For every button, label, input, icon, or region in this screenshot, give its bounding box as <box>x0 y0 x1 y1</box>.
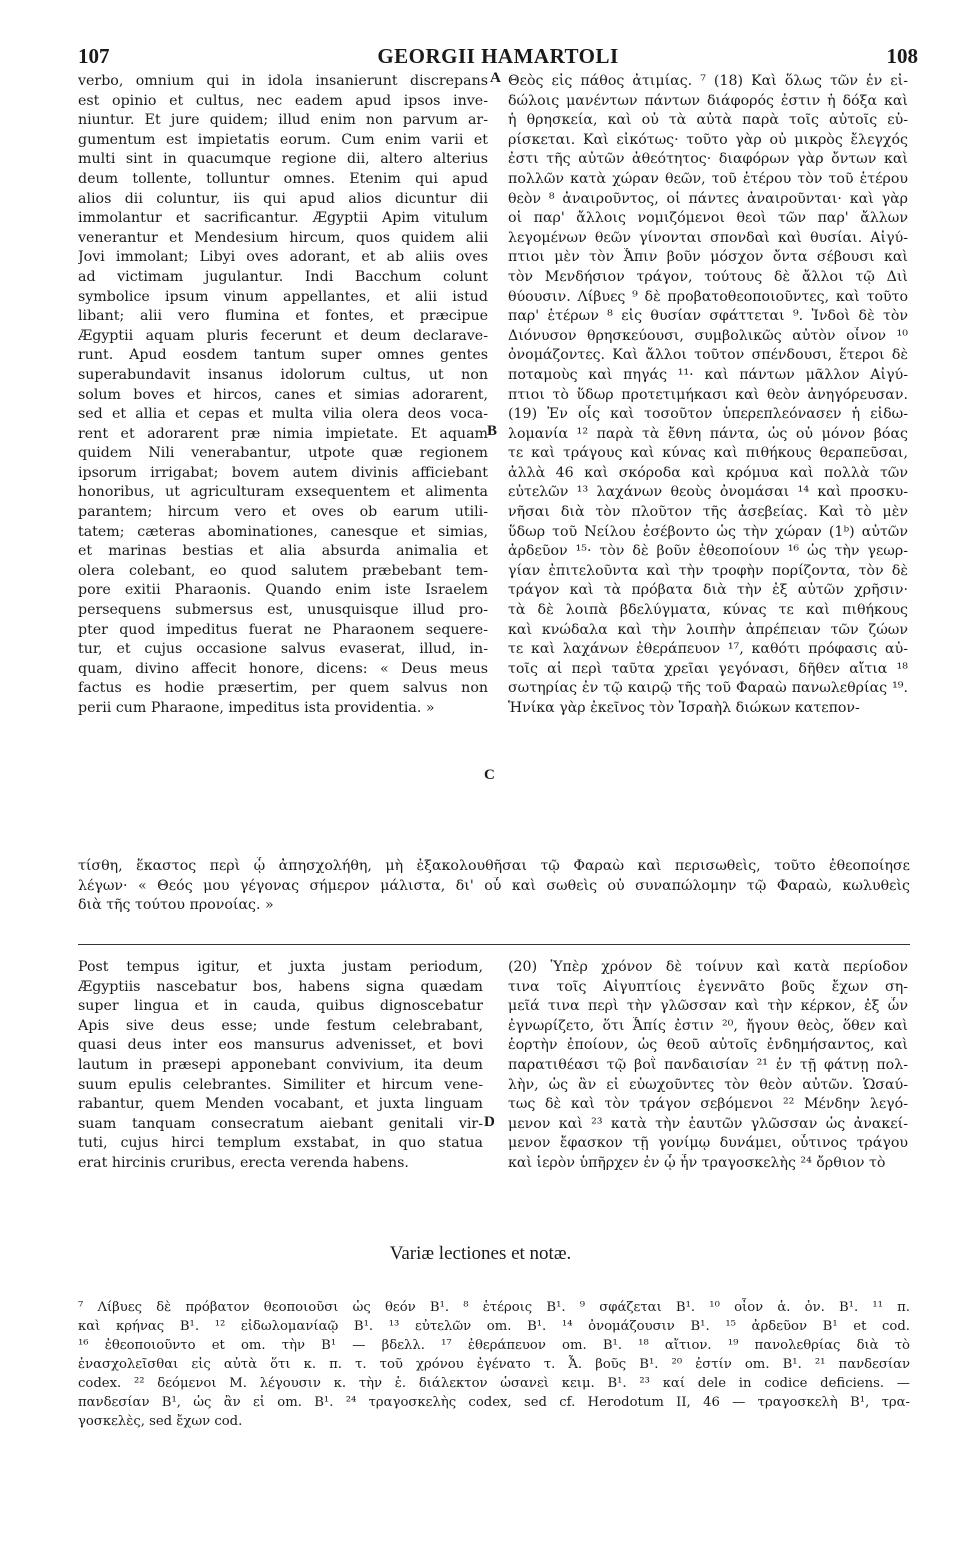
text-line: ἐνασχολεῖσθαι εἰς αὐτὰ ὅτι κ. π. τ. τοῦ χρόνου ἐγένατο τ. Ἆ. βοῦς B¹. ²⁰ ἐστίν om. B¹. ²¹ πανδεσίαν <box>78 1357 910 1372</box>
text-line: multi sint in quacumque regione dii, altero alterius <box>78 151 488 168</box>
margin-marker-d: D <box>484 1114 495 1130</box>
margin-marker-b: B <box>487 423 498 439</box>
text-line: Post tempus igitur, et juxta justam periodum, <box>78 959 483 975</box>
latin-column-top <box>78 72 488 719</box>
text-line: Apis sive deus esse; unde festum celebrabant, <box>78 1017 483 1034</box>
text-line: ἀλλὰ 46 καὶ σκόροδα καὶ κρόμυα καὶ πολλὰ τῶν <box>508 464 908 481</box>
text-line: olera colebant, eo quod salutem præbebant tem- <box>78 562 488 579</box>
text-line: persequens submersus est, unusquisque illud pro- <box>78 602 488 619</box>
text-line: τὰ δὲ λοιπὰ βδελύγματα, κύνας τε καὶ πιθήκους <box>508 602 908 619</box>
text-line: honoribus, ut agriculturam exsequentem et alimenta <box>78 484 488 501</box>
text-line: super lingua et in cauda, quibus dignoscebatur <box>78 998 483 1015</box>
margin-marker-c: C <box>484 767 495 783</box>
text-line: θύουσιν. Λίβυες ⁹ δὲ προβατοθεοποιοῦντες, καὶ τοῦτο <box>508 288 908 305</box>
text-line: καὶ ἱερὸν ὑπῆρχεν ἐν ᾧ ἦν τραγοσκελὴς ²⁴ ὄρθιον τὸ <box>508 1154 886 1171</box>
greek-column-top <box>508 72 908 719</box>
text-line: τε καὶ τράγους καὶ κύνας καὶ πιθήκους θεραπεῦσαι, <box>508 445 908 462</box>
text-line: codex. ²² δεόμενοι M. λέγουσιν κ. τὴν ἑ. διάλεκτον ὡσανεὶ κειμ. B¹. ²³ καί dele in codice deficiens. — <box>78 1376 910 1391</box>
text-line: ποταμοὺς καὶ πηγάς ¹¹· καὶ πάντων μᾶλλον Αἰγύ- <box>508 366 908 383</box>
greek-column-bottom <box>508 958 908 1174</box>
text-line: immolantur et sacrificantur. Ægyptii Apim vitulum <box>78 210 488 227</box>
text-line: τράγον καὶ τὰ πρόβατα διὰ τὴν ἐξ αὐτῶν χρῆσιν· <box>508 582 908 599</box>
text-line: runt. Apud eosdem tantum super omnes gentes <box>78 347 488 364</box>
text-line: alios dii coluntur, iis qui apud alios dicuntur dii <box>78 190 488 207</box>
text-line: λεγομένων θεῶν γίνονται σπονδαὶ καὶ θυσίαι. Αἰγύ- <box>508 229 908 246</box>
text-line: πολλῶν κατὰ χώραν θεῶν, τοῦ ἑτέρου τὸν τοῦ ἑτέρου <box>508 170 908 187</box>
text-line: et marinas bestias et alia absurda animalia et <box>78 543 488 560</box>
text-line: rabantur, quem Menden vocabant, et juxta linguam <box>78 1096 483 1113</box>
text-line: parantem; hircum vero et oves ob earum utili- <box>78 504 488 521</box>
text-line: tur, et cujus occasione salvus evaserat, illud, in- <box>78 641 488 658</box>
text-line: ὕδωρ τοῦ Νείλου ἐσέβοντο ὡς τὴν χώραν (1ᵇ) αὐτῶν <box>508 523 908 540</box>
text-line: διὰ τῆς τούτου προνοίας. » <box>78 897 274 914</box>
page-number-right: 108 <box>886 44 918 68</box>
text-line: Ægyptiis nascebatur bos, habens signa quædam <box>78 978 483 995</box>
text-line: ὀνομάζοντες. Καὶ ἄλλοι τοῦτον σπένδουσι, ἕτεροι δὲ <box>508 347 908 364</box>
text-line: γοσκελὲς, sed ἔχων cod. <box>78 1414 243 1429</box>
text-line: λέγων· « Θεός μου γέγονας σήμερον μάλιστα, δι' οὗ καὶ σωθεὶς οὐ συναπώλομην τῷ Φαραὼ, κωλυθεὶς <box>78 877 910 894</box>
text-line: εὐτελῶν ¹³ λαχάνων θεοὺς ὀνομάσαι ¹⁴ καὶ προσκυ- <box>508 484 908 501</box>
text-line: suum epulis celebrantes. Similiter et hircum vene- <box>78 1076 483 1093</box>
text-line: tatem; cæteras abominationes, canesque et simias, <box>78 523 488 540</box>
text-line: ¹⁶ ἐθεοποιοῦντο et om. τὴν B¹ — βδελλ. ¹⁷ ἐθεράπευον om. B¹. ¹⁸ αἴτιον. ¹⁹ πανολεθρίας διὰ τὸ <box>78 1338 910 1353</box>
text-line: πανδεσίαν B¹, ὡς ἂν εἰ om. B¹. ²⁴ τραγοσκελὴς codex, sed cf. Herodotum II, 46 — τραγοσκελὴ B¹, τρα- <box>78 1395 910 1410</box>
text-line: ἐγνωρίζετο, ὅτι Ἆπίς ἐστιν ²⁰, ἤγουν θεὸς, ὅθεν καὶ <box>508 1017 908 1034</box>
text-line: gumentum est impietatis eorum. Cum enim varii et <box>78 131 488 148</box>
text-line: ἐστι τῆς αὐτῶν ἀθεότητος· διαφόρων γὰρ ὄντων καὶ <box>508 151 908 168</box>
text-line: λομανία ¹² παρὰ τὰ ἔθνη πάντα, ὡς οὐ μόνον βόας <box>508 425 908 442</box>
text-line: libant; alii vero flumina et fontes, et præcipue <box>78 308 488 325</box>
text-line: ἑορτὴν ἐποίουν, ὡς θεοῦ αὐτοῖς ἐνδημήσαντος, καὶ <box>508 1037 908 1054</box>
text-line: factus es hodie præsertim, per quem salvus non <box>78 680 488 697</box>
text-line: lautum in præsepi apponebant convivium, ita deum <box>78 1056 483 1073</box>
text-line: τίσθη, ἕκαστος περὶ ᾧ ἀπησχολήθη, μὴ ἐξακολουθῆσαι τῷ Φαραὼ καὶ περισωθεὶς, τοῦτο ἐθεοποίησε <box>78 858 910 874</box>
text-line: niuntur. Et jure quidem; illud enim non parvum ar- <box>78 112 488 129</box>
text-line: Jovi immolant; Libyi oves adorant, et ab aliis oves <box>78 249 488 266</box>
text-line: λὴν, ὡς ἂν εἰ εὐωχοῦντες τὸν θεὸν αὐτῶν. Ὡσαύ- <box>508 1076 908 1093</box>
margin-marker-a: A <box>490 70 501 86</box>
text-line: (19) Ἐν οἷς καὶ τοσοῦτον ὑπερεπλεόνασεν ἡ εἰδω- <box>508 406 908 423</box>
text-line: τοῖς αἱ περὶ ταῦτα χρεῖαι γεγόνασι, δῆθεν αἴτια ¹⁸ <box>508 660 908 677</box>
text-line: δώλοις μανέντων πάντων διάφορός ἐστιν ἡ δόξα καὶ <box>508 92 908 109</box>
text-line: παρατιθέασι τῷ βοῒ πανδαισίαν ²¹ ἐν τῇ φάτνῃ πολ- <box>508 1056 908 1073</box>
text-line: perii cum Pharaone, impeditus ista providentia. » <box>78 700 435 716</box>
page-number-left: 107 <box>78 44 110 68</box>
text-line: rent et adorarent præ nimia impietate. Et aquam <box>78 425 488 442</box>
latin-column-bottom <box>78 958 483 1174</box>
variant-readings-notes <box>78 1298 910 1431</box>
text-line: οἱ παρ' ἄλλοις νομιζόμενοι θεοὶ τῶν παρ' ἄλλων <box>508 210 908 227</box>
text-line: τως δὲ καὶ τὸν τράγον σεβόμενοι ²² Μένδην λεγό- <box>508 1096 908 1113</box>
text-line: sed et allia et cepas et multa vilia olera deos voca- <box>78 406 488 423</box>
text-line: Ἡνίκα γὰρ ἐκεῖνος τὸν Ἰσραὴλ διώκων κατεπον- <box>508 700 860 716</box>
text-line: τε καὶ λαχάνων ἐθεράπευον ¹⁷, καθότι πρόφασις αὐ- <box>508 641 908 658</box>
text-line: πτιοι μὲν τὸν Ἆπιν βοῦν μόσχον ὄντα σέβουσι καὶ <box>508 249 908 266</box>
text-line: ἀρδεῦον ¹⁵· τὸν δὲ βοῦν ἐθεοποίουν ¹⁶ ὡς τὴν γεωρ- <box>508 543 908 560</box>
text-line: τὸν Μενδήσιον τράγον, τούτους δὲ ἄλλοι τῷ Διὶ <box>508 268 908 285</box>
text-line: Διόνυσον θρησκεύουσι, συμβολικῶς αὐτὸν οἶνον ¹⁰ <box>508 327 908 344</box>
text-line: verbo, omnium qui in idola insanierunt discrepans <box>78 73 488 89</box>
text-line: καὶ κρήνας B¹. ¹² εἰδωλομανίαῷ B¹. ¹³ εὐτελῶν om. B¹. ¹⁴ ὀνομάζουσιν B¹. ¹⁵ ἀρδεῦον B¹ et cod. <box>78 1319 910 1334</box>
text-line: ἡ θρησκεία, καὶ οὐ τὰ αὐτὰ παρὰ τοῖς αὐτοῖς εὑ- <box>508 112 908 129</box>
text-line: (20) Ὑπὲρ χρόνον δὲ τοίνυν καὶ κατὰ περίοδον <box>508 959 908 975</box>
text-line: pter quod impeditus fuerat ne Pharaonem sequere- <box>78 621 488 638</box>
text-line: πτιοι τὸ ὕδωρ προτετιμήκασι καὶ θεὸν ἀνηγόρευσαν. <box>508 386 908 403</box>
text-line: quidem Nili venerabantur, utpote quæ regionem <box>78 445 488 462</box>
text-line: ρίσκεται. Καὶ εἰκότως· τοῦτο γὰρ οὐ μικρὸς ἔλεγχός <box>508 131 908 148</box>
text-line: Ægyptii aquam pluris fecerunt et deum declarave- <box>78 327 488 344</box>
text-line: μεῖά τινα περὶ τὴν γλῶσσαν καὶ τὴν κέρκον, ἐξ ὧν <box>508 998 908 1015</box>
text-line: μενον καὶ ²³ κατὰ τὴν ἑαυτῶν γλῶσσαν ὡς ἀνακεί- <box>508 1115 908 1132</box>
text-line: ipsorum irrigabat; bovem autem divinis afficiebant <box>78 464 488 481</box>
text-line: symbolice ipsum vinum appellantes, et alii istud <box>78 288 488 305</box>
text-line: τινα τοῖς Αἰγυπτίοις ἐγεννᾶτο βοῦς ἔχων ση- <box>508 978 908 995</box>
text-line: superabundavit insanus idolorum cultus, ut non <box>78 366 488 383</box>
text-line: νῆσαι διὰ τὸν πλοῦτον τῆς ἀσεβείας. Καὶ τὸ μὲν <box>508 504 908 521</box>
text-line: παρ' ἑτέρων ⁸ εἰς θυσίαν σφάττεται ⁹. Ἰνδοὶ δὲ τὸν <box>508 308 908 325</box>
text-line: venerantur et Mendesium hircum, quos quidem alii <box>78 229 488 246</box>
text-line: deum tollente, tolluntur omnes. Etenim qui apud <box>78 170 488 187</box>
text-line: solum boves et hircos, canes et simias adorarent, <box>78 386 488 403</box>
text-line: καὶ κνώδαλα καὶ τὴν λοιπὴν ἀπρέπειαν τῶν ζώων <box>508 621 908 638</box>
greek-full-width-continuation <box>78 857 910 916</box>
text-line: pore exitii Pharaonis. Quando enim iste Israelem <box>78 582 488 599</box>
text-line: erat hircinis cruribus, erecta verenda habens. <box>78 1154 409 1171</box>
running-title: GEORGII HAMARTOLI <box>377 44 619 68</box>
text-line: σωτηρίας ἐν τῷ καιρῷ τῆς τοῦ Φαραὼ πανωλεθρίας ¹⁹. <box>508 680 908 697</box>
text-line: ad victimam jugulantur. Indi Bacchum colunt <box>78 268 488 285</box>
text-line: est opinio et cultus, nec eadem apud ipsos inve- <box>78 92 488 109</box>
text-line: Θεὸς εἰς πάθος ἀτιμίας. ⁷ (18) Καὶ ὅλως τῶν ἐν εἰ- <box>508 73 908 89</box>
text-line: θεὸν ⁸ ἀναιροῦντος, οἱ πάντες ἀναιροῦνται· καὶ γὰρ <box>508 190 908 207</box>
notes-heading: Variæ lectiones et notæ. <box>389 1243 572 1264</box>
text-line: quam, divino affecit honore, dicens: « Deus meus <box>78 660 488 677</box>
text-line: suam tanquam consecratum aiebant genitali vir- <box>78 1115 483 1132</box>
text-line: γίαν ἐπιτελοῦντα καὶ τὴν τροφὴν πορίζοντα, τὸν δὲ <box>508 562 908 579</box>
text-line: quasi deus inter eos mansurus advenisset, et bovi <box>78 1037 483 1054</box>
text-line: tuti, cujus hirci templum exstabat, in quo statua <box>78 1135 483 1152</box>
text-line: ⁷ Λίβυες δὲ πρόβατον θεοποιοῦσι ὡς θεόν B¹. ⁸ ἑτέροις B¹. ⁹ σφάζεται B¹. ¹⁰ οἶον ἁ. ὀν. B¹. ¹¹ π. <box>78 1300 910 1315</box>
text-line: μενον ἔφασκον τῇ γονίμῳ δυνάμει, οὗτινος τράγου <box>508 1135 908 1152</box>
section-divider <box>78 944 910 945</box>
